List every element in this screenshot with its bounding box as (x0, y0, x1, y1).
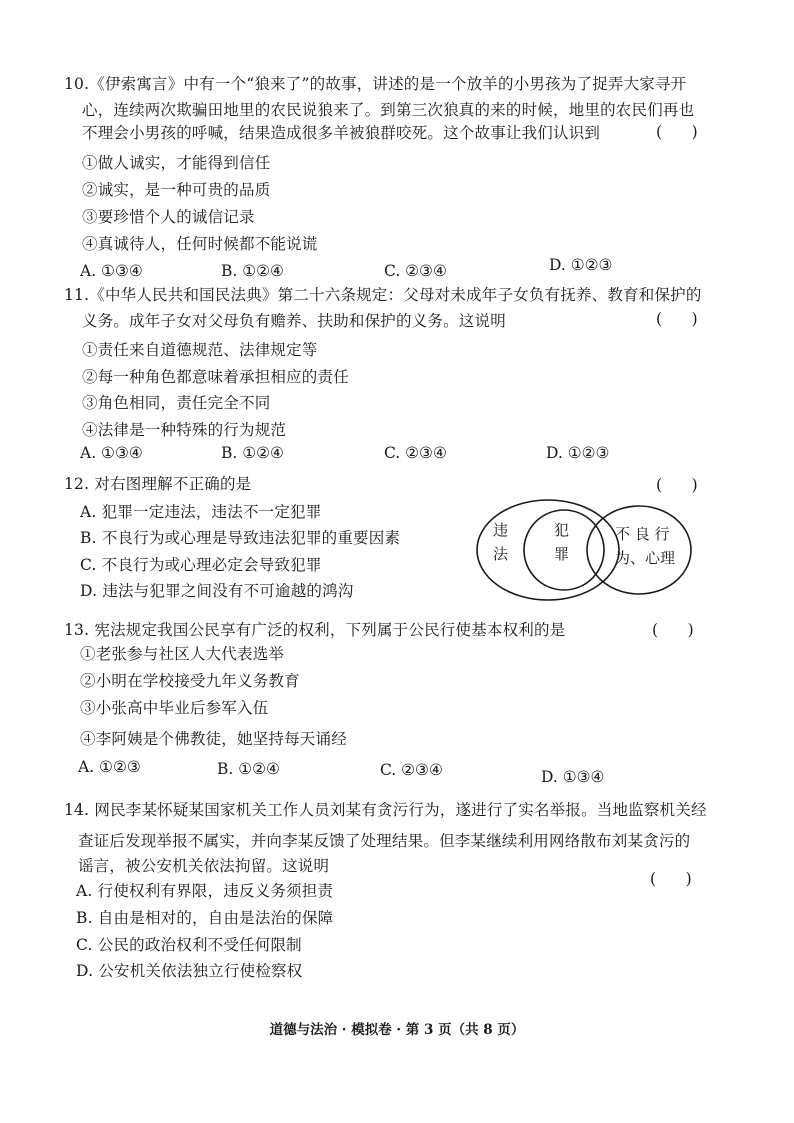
q10-answer-bracket: ( ) (656, 123, 698, 141)
q13-option-a: A. ①②③ (78, 758, 141, 776)
q10-stem-line1: 10.《伊索寓言》中有一个“狼来了”的故事，讲述的是一个放羊的小男孩为了捉弄大家寻开 (64, 75, 687, 93)
venn-inner-label-2: 罪 (554, 545, 570, 563)
q11-option-c: C. ②③④ (384, 444, 447, 462)
q11-item-3: ③角色相同，责任完全不同 (82, 394, 271, 412)
q10-option-d: D. ①②③ (549, 256, 613, 274)
q14-option-c: C. 公民的政治权利不受任何限制 (76, 936, 302, 954)
q10-option-a: A. ①③④ (80, 262, 143, 280)
q14-stem-line2: 查证后发现举报不属实，并向李某反馈了处理结果。但李某继续利用网络散布刘某贪污的 (78, 832, 691, 850)
q13-item-2: ②小明在学校接受九年义务教育 (80, 672, 300, 690)
q11-option-d: D. ①②③ (546, 444, 610, 462)
venn-outer-label-2: 法 (493, 545, 509, 563)
q13-stem-line1: 13. 宪法规定我国公民享有广泛的权利，下列属于公民行使基本权利的是 (64, 621, 566, 639)
q10-stem-line3: 不理会小男孩的呼喊，结果造成很多羊被狼群咬死。这个故事让我们认识到 (82, 124, 601, 142)
venn-outer-label-1: 违 (493, 521, 509, 539)
q11-item-2: ②每一种角色都意味着承担相应的责任 (82, 368, 349, 386)
q14-option-a: A. 行使权利有界限，违反义务须担责 (76, 882, 334, 900)
q10-option-c: C. ②③④ (384, 262, 447, 280)
q13-item-1: ①老张参与社区人大代表选举 (80, 645, 285, 663)
q11-answer-bracket: ( ) (656, 310, 698, 328)
q13-option-c: C. ②③④ (380, 761, 443, 779)
q10-item-2: ②诚实，是一种可贵的品质 (82, 181, 271, 199)
q12-option-b: B. 不良行为或心理是导致违法犯罪的重要因素 (80, 529, 401, 547)
venn-right-label-1: 不 良 行 (615, 525, 670, 543)
q10-item-1: ①做人诚实，才能得到信任 (82, 154, 271, 172)
q14-stem-line1: 14. 网民李某怀疑某国家机关工作人员刘某有贪污行为，遂进行了实名举报。当地监察机关经 (64, 801, 707, 819)
venn-inner-label-1: 犯 (554, 521, 570, 539)
q10-item-3: ③要珍惜个人的诚信记录 (82, 208, 255, 226)
q13-answer-bracket: ( ) (652, 621, 694, 639)
q10-stem-line2: 心，连续两次欺骗田地里的农民说狼来了。到第三次狼真的来的时候，地里的农民们再也 (82, 101, 695, 119)
q11-option-a: A. ①③④ (80, 444, 143, 462)
page-footer: 道德与法治 · 模拟卷 · 第 3 页（共 8 页） (269, 1022, 525, 1038)
q13-option-b: B. ①②④ (217, 760, 280, 778)
q11-stem-line2: 义务。成年子女对父母负有赡养、扶助和保护的义务。这说明 (82, 312, 506, 330)
venn-right-label-2: 为、心理 (615, 549, 676, 567)
q11-stem-line1: 11.《中华人民共和国民法典》第二十六条规定：父母对未成年子女负有抚养、教育和保护的 (64, 286, 702, 304)
q12-stem-line1: 12. 对右图理解不正确的是 (64, 475, 252, 493)
q12-option-a: A. 犯罪一定违法，违法不一定犯罪 (80, 503, 322, 521)
q11-item-4: ④法律是一种特殊的行为规范 (82, 421, 287, 439)
q12-option-d: D. 违法与犯罪之间没有不可逾越的鸿沟 (80, 582, 354, 600)
q13-item-3: ③小张高中毕业后参军入伍 (80, 699, 269, 717)
q14-option-d: D. 公安机关依法独立行使检察权 (76, 962, 303, 980)
q10-item-4: ④真诚待人，任何时候都不能说谎 (82, 235, 318, 253)
q11-item-1: ①责任来自道德规范、法律规定等 (82, 341, 318, 359)
venn-diagram (470, 497, 710, 607)
q14-option-b: B. 自由是相对的，自由是法治的保障 (76, 909, 334, 927)
q14-stem-line3: 谣言，被公安机关依法拘留。这说明 (78, 857, 330, 875)
q12-answer-bracket: ( ) (656, 476, 698, 494)
q11-option-b: B. ①②④ (221, 444, 284, 462)
q14-answer-bracket: ( ) (650, 870, 692, 888)
q13-option-d: D. ①③④ (541, 768, 605, 786)
q10-option-b: B. ①②④ (221, 262, 284, 280)
q13-item-4: ④李阿姨是个佛教徒，她坚持每天诵经 (80, 730, 347, 748)
q12-option-c: C. 不良行为或心理必定会导致犯罪 (80, 556, 322, 574)
